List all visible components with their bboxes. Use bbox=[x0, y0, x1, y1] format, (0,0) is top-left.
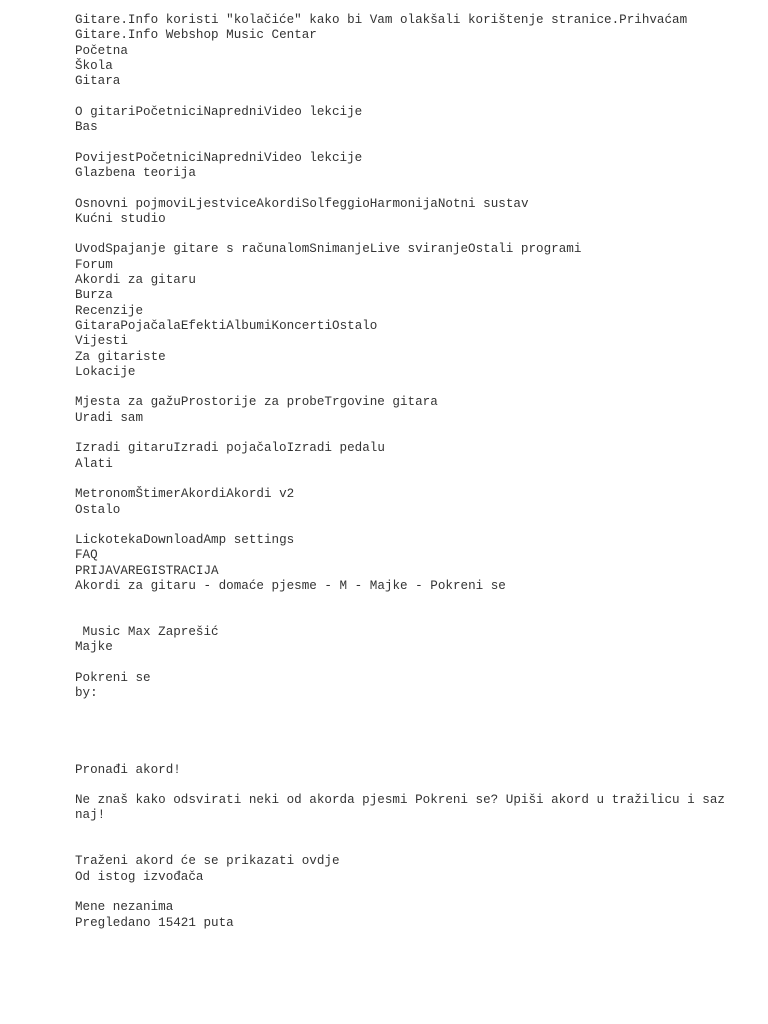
register-link[interactable]: REGISTRACIJA bbox=[127, 563, 219, 578]
nav-alati[interactable]: Alati bbox=[75, 456, 113, 471]
nav-bas-submenu bbox=[75, 151, 735, 166]
auth-links bbox=[75, 564, 735, 579]
nav-uradi-sam[interactable]: Uradi sam bbox=[75, 410, 144, 425]
brand-links bbox=[75, 28, 735, 43]
page-text bbox=[75, 13, 735, 931]
site-link[interactable]: Gitare.Info bbox=[75, 28, 159, 43]
nav-alati-item[interactable]: Štimer bbox=[135, 487, 181, 502]
nav-gitara[interactable]: Gitara bbox=[75, 74, 121, 89]
nav-gitara-item[interactable]: Video lekcije bbox=[263, 104, 363, 119]
nav-ostalo[interactable]: Ostalo bbox=[75, 502, 121, 517]
nav-teorija-item[interactable]: Ljestvice bbox=[188, 196, 257, 211]
nav-faq[interactable]: FAQ bbox=[75, 548, 98, 563]
nav-lokacije-item[interactable]: Mjesta za gažu bbox=[75, 395, 181, 410]
nav-studio-item[interactable]: Spajanje gitare s računalom bbox=[105, 242, 310, 257]
nav-akordi[interactable]: Akordi za gitaru bbox=[75, 273, 196, 288]
nav-studio[interactable]: Kućni studio bbox=[75, 211, 166, 226]
nav-ostalo-item[interactable]: Lickoteka bbox=[75, 533, 144, 548]
nav-uradi-sam-item[interactable]: Izradi pedalu bbox=[286, 441, 385, 456]
nav-recenzije-item[interactable]: Ostalo bbox=[332, 318, 378, 333]
nav-bas-item[interactable]: Napredni bbox=[203, 150, 264, 165]
same-artist-song-link[interactable]: Mene nezanima bbox=[75, 900, 174, 915]
chord-finder-heading: Pronađi akord! bbox=[75, 762, 181, 777]
nav-lokacije-item[interactable]: Prostorije za probe bbox=[180, 395, 325, 410]
nav-lokacije[interactable]: Lokacije bbox=[75, 364, 136, 379]
view-count: Pregledano 15421 puta bbox=[75, 915, 234, 930]
chord-finder-description: Ne znaš kako odsvirati neki od akorda pjesmi Pokreni se? Upiši akord u tražilicu i saz naj! bbox=[75, 793, 733, 823]
nav-burza[interactable]: Burza bbox=[75, 288, 113, 303]
nav-teorija-item[interactable]: Solfeggio bbox=[301, 196, 370, 211]
breadcrumb-separator: - bbox=[316, 578, 340, 593]
nav-vijesti[interactable]: Vijesti bbox=[75, 334, 128, 349]
song-title: Pokreni se bbox=[75, 670, 151, 685]
cookie-notice bbox=[75, 13, 735, 28]
music-center-link[interactable]: Music Centar bbox=[226, 28, 317, 43]
webshop-link[interactable]: Webshop bbox=[165, 28, 219, 43]
nav-teorija-item[interactable]: Notni sustav bbox=[437, 196, 529, 211]
nav-gitara-item[interactable]: Početnici bbox=[135, 104, 204, 119]
cookie-accept-link[interactable]: Prihvaćam bbox=[619, 13, 688, 27]
nav-ostalo-submenu bbox=[75, 533, 735, 548]
nav-teorija-submenu bbox=[75, 197, 735, 212]
nav-gitara-submenu bbox=[75, 105, 735, 120]
login-link[interactable]: PRIJAVA bbox=[75, 563, 128, 578]
nav-alati-item[interactable]: Akordi v2 bbox=[226, 487, 295, 502]
breadcrumb-separator: - bbox=[407, 578, 431, 593]
breadcrumb-separator: - bbox=[195, 578, 219, 593]
nav-bas-item[interactable]: Početnici bbox=[135, 150, 204, 165]
nav-home[interactable]: Početna bbox=[75, 43, 128, 58]
nav-school[interactable]: Škola bbox=[75, 58, 113, 73]
nav-uradi-sam-submenu bbox=[75, 441, 735, 456]
breadcrumb-item[interactable]: domaće pjesme bbox=[218, 578, 317, 593]
nav-uradi-sam-item[interactable]: Izradi pojačalo bbox=[173, 441, 287, 456]
breadcrumb-item[interactable]: Majke bbox=[369, 578, 408, 593]
nav-studio-item[interactable]: Live sviranje bbox=[369, 242, 469, 257]
nav-studio-item[interactable]: Uvod bbox=[75, 242, 106, 257]
nav-recenzije-item[interactable]: Gitara bbox=[75, 318, 121, 333]
nav-bas-item[interactable]: Povijest bbox=[75, 150, 136, 165]
nav-gitara-item[interactable]: O gitari bbox=[75, 104, 136, 119]
nav-recenzije-submenu bbox=[75, 319, 735, 334]
nav-teorija-item[interactable]: Akordi bbox=[256, 196, 302, 211]
nav-bas-item[interactable]: Video lekcije bbox=[263, 150, 363, 165]
chord-result-placeholder: Traženi akord će se prikazati ovdje bbox=[75, 854, 340, 869]
breadcrumb-item[interactable]: Akordi za gitaru bbox=[75, 578, 196, 593]
ad-link[interactable]: Music Max Zaprešić bbox=[75, 624, 219, 639]
nav-studio-submenu bbox=[75, 242, 735, 257]
nav-studio-item[interactable]: Ostali programi bbox=[468, 242, 582, 257]
nav-alati-item[interactable]: Akordi bbox=[180, 487, 227, 502]
nav-studio-item[interactable]: Snimanje bbox=[309, 242, 370, 257]
song-artist[interactable]: Majke bbox=[75, 640, 113, 655]
nav-alati-item[interactable]: Metronom bbox=[75, 487, 136, 502]
nav-alati-submenu bbox=[75, 487, 735, 502]
nav-recenzije[interactable]: Recenzije bbox=[75, 303, 144, 318]
same-artist-heading: Od istog izvođača bbox=[75, 869, 204, 884]
nav-lokacije-submenu bbox=[75, 395, 735, 410]
cookie-notice-text: Gitare.Info koristi "kolačiće" kako bi Vam olakšali korištenje stranice. bbox=[75, 13, 620, 27]
nav-teorija-item[interactable]: Harmonija bbox=[369, 196, 438, 211]
nav-forum[interactable]: Forum bbox=[75, 257, 113, 272]
nav-ostalo-item[interactable]: Amp settings bbox=[203, 533, 295, 548]
nav-gitara-item[interactable]: Napredni bbox=[203, 104, 264, 119]
nav-recenzije-item[interactable]: Efekti bbox=[180, 318, 227, 333]
nav-uradi-sam-item[interactable]: Izradi gitaru bbox=[75, 441, 174, 456]
nav-recenzije-item[interactable]: Pojačala bbox=[120, 318, 181, 333]
breadcrumb bbox=[75, 579, 735, 594]
nav-za-gitariste[interactable]: Za gitariste bbox=[75, 349, 166, 364]
nav-ostalo-item[interactable]: Download bbox=[143, 533, 204, 548]
breadcrumb-current: Pokreni se bbox=[430, 578, 506, 593]
nav-recenzije-item[interactable]: Koncerti bbox=[271, 318, 333, 333]
song-by-label: by: bbox=[75, 686, 98, 701]
breadcrumb-separator: - bbox=[347, 578, 370, 593]
nav-teorija[interactable]: Glazbena teorija bbox=[75, 165, 196, 180]
nav-lokacije-item[interactable]: Trgovine gitara bbox=[324, 395, 438, 410]
breadcrumb-item[interactable]: M bbox=[339, 578, 348, 593]
nav-recenzije-item[interactable]: Albumi bbox=[226, 318, 272, 333]
nav-bas[interactable]: Bas bbox=[75, 120, 98, 135]
nav-teorija-item[interactable]: Osnovni pojmovi bbox=[75, 196, 189, 211]
